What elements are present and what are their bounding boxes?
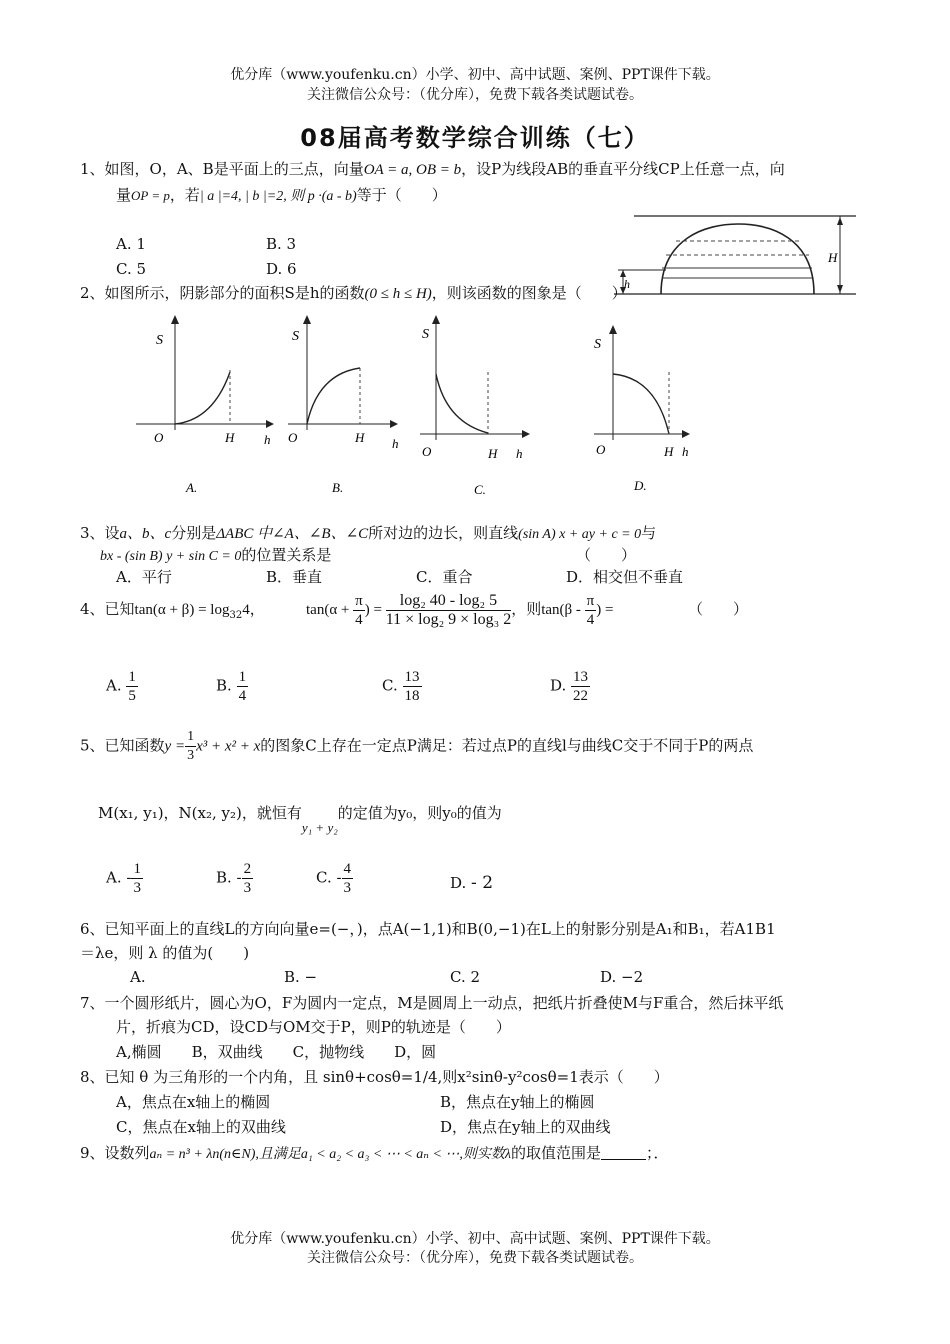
dome-figure: [606, 208, 860, 304]
q6-option-c: C. 2: [450, 968, 481, 986]
q6-option-d: D. −2: [600, 968, 644, 986]
svg-text:h: h: [392, 436, 399, 451]
svg-text:O: O: [154, 430, 164, 445]
page-title: 08届高考数学综合训练（七）: [300, 124, 650, 152]
q8-option-c: C，焦点在x轴上的双曲线: [116, 1118, 286, 1136]
q2-range-expr: (0 ≤ h ≤ H): [364, 286, 432, 302]
q4-answer-paren: （ ）: [688, 600, 749, 618]
q7-line2: 片，折痕为CD，设CD与OM交于P，则P的轨迹是（ ）: [116, 1018, 511, 1036]
q1-line1: 1、如图，O，A、B是平面上的三点，向量OA = a, OB = b，设P为线段AB的垂直平分线CP上任意一点，向: [80, 160, 785, 178]
q8-line1: 8、已知 θ 为三角形的一个内角，且 sinθ+cosθ=1/4,则x²sinθ-y²cosθ=1表示（ ）: [80, 1068, 669, 1086]
svg-text:S: S: [292, 329, 299, 344]
q5-option-d: D. - 2: [450, 873, 494, 893]
svg-text:h: h: [516, 446, 523, 461]
dome-label-h: h: [624, 277, 630, 291]
q4-option-d: D. $\frac{13}{22}$: [550, 669, 589, 704]
svg-text:O: O: [596, 442, 606, 457]
svg-text:H: H: [488, 446, 498, 461]
q6-option-a: A.: [130, 968, 146, 986]
q1-option-b: B. 3: [266, 235, 297, 253]
q1-option-d: D. 6: [266, 260, 297, 278]
header-line-1: 优分库（www.youfenku.cn）小学、初中、高中试题、案例、PPT课件下载。: [230, 67, 720, 83]
q1-option-c: C. 5: [116, 260, 147, 278]
graph-c-label: C.: [474, 482, 486, 497]
q8-option-b: B，焦点在y轴上的椭圆: [440, 1093, 595, 1111]
footer-line-1: 优分库（www.youfenku.cn）小学、初中、高中试题、案例、PPT课件下载。: [230, 1231, 720, 1247]
q3-option-d: D．相交但不垂直: [566, 568, 684, 586]
graph-a: [128, 312, 278, 502]
q4-option-b: B. $\frac{1}{4}$: [216, 669, 247, 704]
q5-option-a: A. - $\frac{1}{3}$: [106, 861, 141, 896]
dome-label-H: H: [828, 250, 838, 265]
svg-text:S: S: [156, 333, 163, 348]
svg-text:h: h: [264, 432, 271, 447]
q7-options: A,椭圆 B，双曲线 C，抛物线 D，圆: [116, 1043, 437, 1061]
q5-option-c: C. - $\frac{4}{3}$: [316, 861, 352, 896]
q3-answer-paren: （ ）: [576, 546, 637, 564]
q8-option-d: D，焦点在y轴上的双曲线: [440, 1118, 611, 1136]
q3-option-a: A．平行: [116, 568, 172, 586]
svg-text:S: S: [594, 337, 601, 352]
q5-line2: M(x₁, y₁)，N(x₂, y₂)，就恒有y₁ + y₂的定值为y₀，则y₀的值为: [98, 804, 502, 835]
graph-d-label: D.: [634, 478, 647, 493]
q9-answer-blank[interactable]: [601, 1144, 646, 1162]
graph-d: [586, 322, 706, 502]
q4-option-c: C. $\frac{13}{18}$: [382, 669, 420, 704]
svg-text:O: O: [288, 430, 298, 445]
q4-line1: 4、已知$\tan(\alpha + \beta) = \log_{32}4$，: [80, 600, 265, 621]
q1-option-a: A. 1: [116, 235, 146, 253]
q6-line2: ＝λe，则 λ 的值为( ): [80, 944, 250, 962]
q3-line2: bx - (sin B) y + sin C = 0的位置关系是: [100, 546, 332, 564]
q3-option-c: C．重合: [416, 568, 473, 586]
footer-line-2: 关注微信公众号：（优分库），免费下载各类试题试卷。: [307, 1250, 643, 1266]
q5-line1: 5、已知函数y = $\frac{1}{3}$ x³ + x² + x的图象C上存在一定点P满足：若过点P的直线l与曲线C交于不同于P的两点: [80, 729, 754, 763]
svg-text:H: H: [664, 444, 674, 459]
graph-c: [412, 312, 542, 502]
q1-line2: 量OP = p，若| a |=4, | b |=2, 则 p ·(a - b)等于（ ）: [116, 186, 447, 204]
q4-option-a: A. $\frac{1}{5}$: [106, 669, 136, 704]
svg-text:H: H: [225, 430, 235, 445]
q3-line1: 3、设a、b、c分别是ΔABC 中∠A、∠B、∠C所对边的边长，则直线(sin A) x + ay + c = 0与: [80, 524, 657, 542]
svg-text:S: S: [422, 327, 429, 342]
q2-line1: 2、如图所示，阴影部分的面积S是h的函数(0 ≤ h ≤ H)，则该函数的图象是（ ）: [80, 284, 627, 302]
q1-vector-expr: OA = a, OB = b: [363, 162, 462, 178]
svg-text:h: h: [682, 444, 689, 459]
svg-text:O: O: [422, 444, 432, 459]
q5-option-b: B. - $\frac{2}{3}$: [216, 861, 252, 896]
graph-b-label: B.: [332, 480, 344, 495]
q3-option-b: B．垂直: [266, 568, 323, 586]
q1-op-expr: OP = p: [131, 188, 170, 203]
header-line-2: 关注微信公众号：（优分库），免费下载各类试题试卷。: [307, 87, 643, 103]
q6-line1: 6、已知平面上的直线L的方向向量e=(−，)，点A(−1,1)和B(0,−1)在L上的射影分别是A₁和B₁，若A1B1: [80, 920, 776, 938]
q1-condition-expr: | a |=4, | b |=2, 则 p ·(a - b): [199, 189, 357, 204]
svg-text:H: H: [355, 430, 365, 445]
q6-option-b: B. −: [284, 968, 318, 986]
q4-expr-main: tan(α + $\frac{\pi}{4}$ ) = $\frac{\text{log₂ 40 - log₂ 5}}{\text{11 × log₂ 9 × log₃ 2}}$ ，则tan(β - $\frac{\pi}{4}$ ) =: [306, 592, 614, 628]
q9-line1: 9、设数列aₙ = n³ + λn(n∈N),且满足a₁ < a₂ < a₃ < ⋯ < aₙ < ⋯,则实数λ的取值范围是 ；．: [80, 1144, 669, 1162]
graph-b: [280, 312, 410, 502]
q8-option-a: A，焦点在x轴上的椭圆: [116, 1093, 271, 1111]
q7-line1: 7、一个圆形纸片，圆心为O，F为圆内一定点，M是圆周上一动点，把纸片折叠使M与F重合，然后抹平纸: [80, 994, 784, 1012]
graph-a-label: A.: [186, 480, 198, 495]
